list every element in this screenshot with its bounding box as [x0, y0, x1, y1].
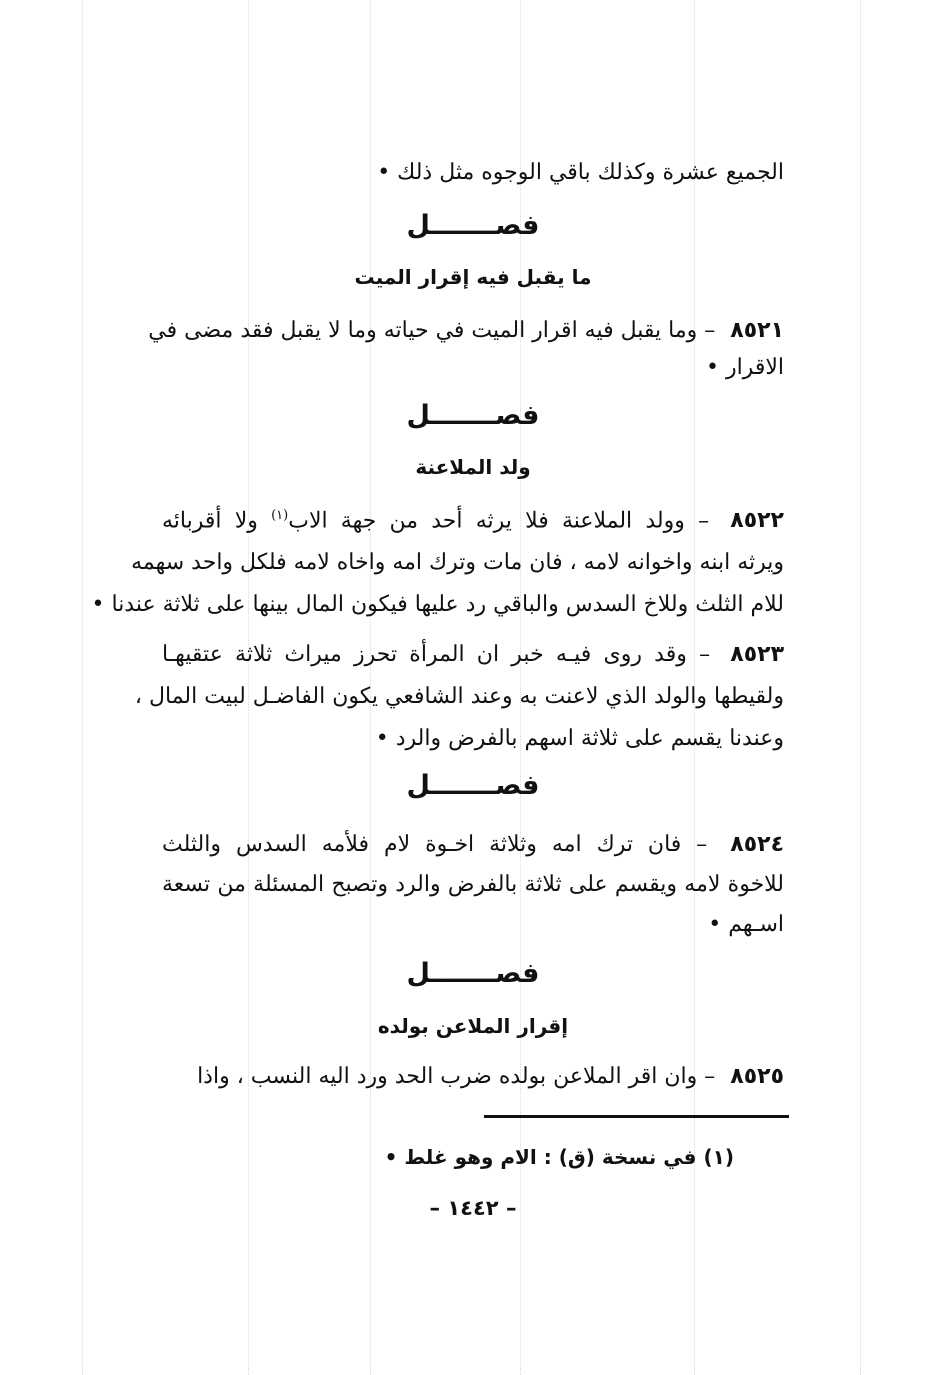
paragraph-line: [162, 832, 784, 858]
section-heading: فصـــــــل: [406, 210, 540, 241]
paragraph-line: [162, 1064, 784, 1090]
paragraph-dash: –: [699, 642, 711, 667]
paragraph-line: للام الثلث وللاخ السدس والباقي رد عليها فيكون المال بينها على ثلاثة عندنا •: [91, 592, 784, 617]
paragraph-dash: –: [698, 508, 710, 534]
paragraph-line: [162, 508, 784, 535]
paragraph-line: وعندنا يقسم على ثلاثة اسهم بالفرض والرد •: [375, 726, 784, 751]
paragraph-line: ويرثه ابنه واخوانه لامه ، فان مات وترك امه واخاه لامه فلكل واحد سهمه: [131, 550, 784, 575]
paragraph-text: وقد روى فيـه خبر ان المرأة تحرز ميراث ثلاثة عتقيهـا: [162, 642, 687, 667]
paragraph-line: ولقيطها والولد الذي لاعنت به وعند الشافعي يكون الفاضـل لبيت المال ،: [134, 684, 784, 709]
footnote: (١) في نسخة (ق) : الام وهو غلط •: [384, 1145, 734, 1169]
paragraph-text: وان اقر الملاعن بولده ضرب الحد ورد اليه النسب ، واذا: [197, 1064, 698, 1089]
paragraph-line: للاخوة لامه ويقسم على ثلاثة بالفرض والرد وتصبح المسئلة من تسعة: [162, 872, 784, 897]
paragraph-line: اسـهم •: [708, 912, 784, 937]
section-subheading: إقرار الملاعن بولده: [377, 1014, 569, 1038]
paragraph-number: ٨٥٢٣: [730, 642, 784, 667]
paragraph-dash: –: [704, 1064, 716, 1089]
page-number: – ١٤٤٢ –: [429, 1196, 517, 1220]
paragraph-text: ولا أقربائه: [162, 508, 258, 534]
section-subheading: ولد الملاعنة: [415, 455, 531, 479]
paragraph-text: فان ترك امه وثلاثة اخـوة لام فلأمه السدس والثلث: [162, 832, 682, 857]
paragraph-number: ٨٥٢٥: [730, 1064, 784, 1089]
section-heading: فصـــــــل: [406, 958, 540, 989]
paragraph-dash: –: [696, 832, 708, 857]
paragraph-line: [162, 642, 784, 668]
paragraph-line: الاقرار •: [705, 355, 784, 380]
paragraph-number: ٨٥٢١: [730, 318, 784, 343]
paragraph-number: ٨٥٢٤: [730, 832, 784, 857]
section-heading: فصـــــــل: [406, 400, 540, 431]
footnote-divider: [484, 1115, 789, 1118]
paragraph-number: ٨٥٢٢: [730, 508, 784, 534]
continuation-line: الجميع عشرة وكذلك باقي الوجوه مثل ذلك •: [377, 160, 784, 185]
footnote-marker: (١): [271, 508, 289, 523]
section-subheading: ما يقبل فيه إقرار الميت: [354, 265, 592, 289]
section-heading: فصـــــــل: [406, 770, 540, 801]
paragraph-dash: –: [704, 318, 716, 343]
paragraph-line: [148, 318, 784, 344]
paragraph-text: وما يقبل فيه اقرار الميت في حياته وما لا يقبل فقد مضى في: [148, 318, 698, 343]
paragraph-text: وولد الملاعنة فلا يرثه أحد من جهة الاب: [288, 508, 685, 534]
